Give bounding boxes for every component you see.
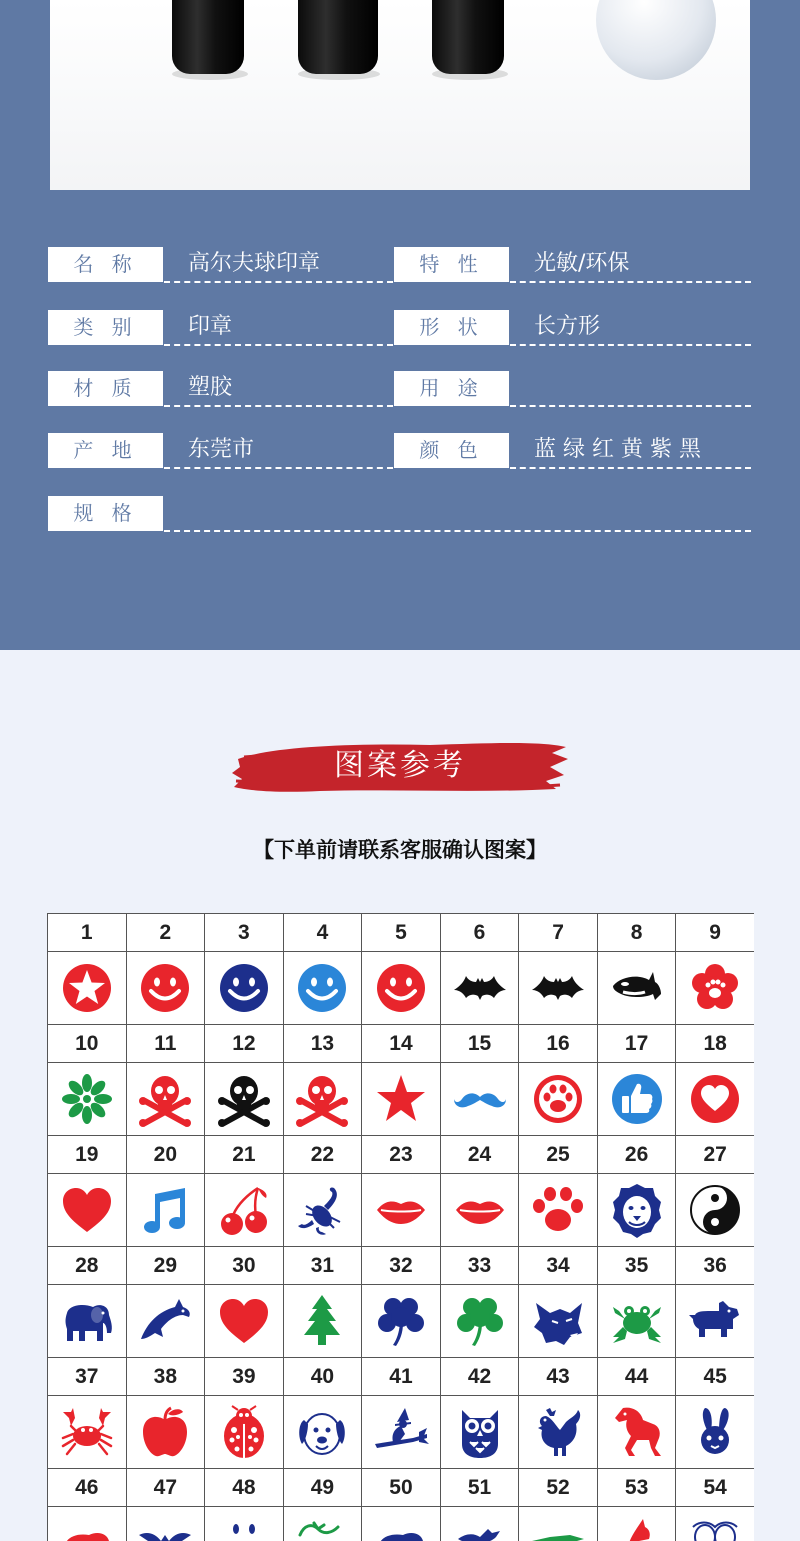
animal-icon <box>362 1515 440 1541</box>
mustache-icon <box>441 1071 519 1127</box>
pattern-table <box>47 913 754 1541</box>
product-photo <box>50 0 750 190</box>
spec-item <box>48 433 393 470</box>
pattern-cell <box>597 1285 676 1358</box>
witch-icon <box>362 1404 440 1460</box>
star-circle-icon <box>48 960 126 1016</box>
spec-label: 规 格 <box>48 496 163 531</box>
pattern-number: 7 <box>519 914 598 952</box>
pattern-number: 33 <box>440 1247 519 1285</box>
pattern-cell <box>48 952 127 1025</box>
frog-icon <box>598 1293 676 1349</box>
pattern-cell <box>597 952 676 1025</box>
pattern-number: 54 <box>676 1469 754 1507</box>
spec-label: 材 质 <box>48 371 163 406</box>
animal-icon <box>48 1515 126 1541</box>
pattern-cell <box>440 1285 519 1358</box>
clover-icon <box>441 1293 519 1349</box>
pattern-number: 41 <box>362 1358 441 1396</box>
pattern-number: 16 <box>519 1025 598 1063</box>
pattern-cell <box>440 952 519 1025</box>
heart-circle-icon <box>676 1071 754 1127</box>
pattern-number: 43 <box>519 1358 598 1396</box>
pattern-number-row <box>48 1025 755 1063</box>
spec-row <box>48 433 751 470</box>
pattern-number: 37 <box>48 1358 127 1396</box>
spec-item <box>394 310 751 347</box>
spec-value: 长方形 <box>534 314 601 339</box>
lion-icon <box>598 1182 676 1238</box>
pattern-number: 19 <box>48 1136 127 1174</box>
spec-value: 东莞市 <box>188 437 255 462</box>
pattern-cell <box>676 1063 754 1136</box>
pattern-number: 11 <box>126 1025 205 1063</box>
pattern-cell <box>205 1063 284 1136</box>
pattern-cell <box>597 1396 676 1469</box>
clover-icon <box>362 1293 440 1349</box>
pattern-cell <box>362 1285 441 1358</box>
bat-icon <box>519 960 597 1016</box>
pattern-cell <box>283 1063 362 1136</box>
spec-label: 颜 色 <box>394 433 509 468</box>
pattern-number-row <box>48 1247 755 1285</box>
star-icon <box>362 1071 440 1127</box>
skull-crossbones-icon <box>205 1071 283 1127</box>
spec-value: 光敏/环保 <box>534 251 630 276</box>
pattern-number: 42 <box>440 1358 519 1396</box>
pattern-number: 22 <box>283 1136 362 1174</box>
spec-label: 用 途 <box>394 371 509 406</box>
pattern-cell <box>283 1507 362 1541</box>
owl-icon <box>441 1404 519 1460</box>
stamp-image <box>298 0 378 74</box>
pattern-cell <box>205 1174 284 1247</box>
pattern-cell <box>362 1174 441 1247</box>
bat-icon <box>441 960 519 1016</box>
dolphin-icon <box>127 1293 205 1349</box>
eagle-icon <box>127 1515 205 1541</box>
spec-row <box>48 496 751 533</box>
section-subtitle: 【下单前请联系客服确认图案】 <box>253 838 547 862</box>
thumbs-up-icon <box>598 1071 676 1127</box>
pattern-cell <box>440 1063 519 1136</box>
pattern-cell <box>519 1063 598 1136</box>
pattern-number: 48 <box>205 1469 284 1507</box>
spec-value: 印章 <box>188 314 233 339</box>
pattern-number: 27 <box>676 1136 754 1174</box>
pattern-number: 40 <box>283 1358 362 1396</box>
pattern-cell <box>205 1285 284 1358</box>
pattern-number: 36 <box>676 1247 754 1285</box>
yin-yang-icon <box>676 1182 754 1238</box>
pattern-cell <box>676 1174 754 1247</box>
paw-icon <box>519 1182 597 1238</box>
lips-icon <box>362 1182 440 1238</box>
pattern-number-row <box>48 1469 755 1507</box>
pattern-cell <box>126 1063 205 1136</box>
pattern-cell <box>597 1507 676 1541</box>
pattern-icon-row <box>48 1063 755 1136</box>
pattern-number: 6 <box>440 914 519 952</box>
paw-circle-icon <box>519 1071 597 1127</box>
pattern-number-row <box>48 1136 755 1174</box>
pattern-number: 17 <box>597 1025 676 1063</box>
lips-icon <box>441 1182 519 1238</box>
pattern-number: 49 <box>283 1469 362 1507</box>
pattern-cell <box>283 952 362 1025</box>
pattern-cell <box>519 1396 598 1469</box>
pattern-number: 20 <box>126 1136 205 1174</box>
pattern-icon-row <box>48 952 755 1025</box>
rooster-icon <box>519 1404 597 1460</box>
pattern-cell <box>283 1174 362 1247</box>
pattern-cell <box>676 1396 754 1469</box>
pattern-number-row <box>48 1358 755 1396</box>
dashed-divider <box>510 467 751 469</box>
pattern-number: 13 <box>283 1025 362 1063</box>
pattern-cell <box>519 1285 598 1358</box>
spec-value: 蓝 绿 红 黄 紫 黑 <box>534 437 701 462</box>
pattern-number: 23 <box>362 1136 441 1174</box>
spec-label: 类 别 <box>48 310 163 345</box>
pattern-number: 51 <box>440 1469 519 1507</box>
pattern-number: 25 <box>519 1136 598 1174</box>
dashed-divider <box>164 530 751 532</box>
golf-ball-image <box>596 0 716 80</box>
pattern-number: 45 <box>676 1358 754 1396</box>
apple-icon <box>127 1404 205 1460</box>
pattern-number: 38 <box>126 1358 205 1396</box>
spec-item <box>394 247 751 284</box>
dashed-divider <box>164 281 393 283</box>
skull-crossbones-icon <box>284 1071 362 1127</box>
dashed-divider <box>164 344 393 346</box>
pattern-cell <box>205 952 284 1025</box>
cherries-icon <box>205 1182 283 1238</box>
pattern-cell <box>205 1396 284 1469</box>
face-icon <box>205 1515 283 1541</box>
pattern-cell <box>126 1174 205 1247</box>
crocodile-icon <box>519 1515 597 1541</box>
pattern-cell <box>519 952 598 1025</box>
spec-item <box>48 496 751 533</box>
pattern-number: 1 <box>48 914 127 952</box>
smiley-icon <box>284 960 362 1016</box>
pattern-number: 52 <box>519 1469 598 1507</box>
pattern-number: 18 <box>676 1025 754 1063</box>
pattern-number: 35 <box>597 1247 676 1285</box>
pattern-cell <box>283 1396 362 1469</box>
pattern-grid <box>47 913 754 1541</box>
pattern-cell <box>362 952 441 1025</box>
pattern-cell <box>676 952 754 1025</box>
dashed-divider <box>510 281 751 283</box>
section-title: 图案参考 <box>334 748 466 783</box>
pattern-cell <box>440 1396 519 1469</box>
bird-icon <box>441 1515 519 1541</box>
spec-item <box>394 371 751 408</box>
pattern-cell <box>48 1285 127 1358</box>
spec-label: 名 称 <box>48 247 163 282</box>
pattern-cell <box>519 1174 598 1247</box>
puppy-face-icon <box>284 1404 362 1460</box>
pattern-number: 14 <box>362 1025 441 1063</box>
pattern-cell <box>362 1396 441 1469</box>
pattern-number: 50 <box>362 1469 441 1507</box>
cat-icon <box>598 1515 676 1541</box>
dashed-divider <box>510 344 751 346</box>
spec-label: 形 状 <box>394 310 509 345</box>
pattern-number: 32 <box>362 1247 441 1285</box>
pattern-icon-row <box>48 1285 755 1358</box>
pattern-number: 30 <box>205 1247 284 1285</box>
pattern-cell <box>597 1063 676 1136</box>
smiley-icon <box>362 960 440 1016</box>
pattern-number: 31 <box>283 1247 362 1285</box>
spec-value: 塑胶 <box>188 375 233 400</box>
pattern-cell <box>205 1507 284 1541</box>
pattern-cell <box>676 1285 754 1358</box>
stamp-image <box>172 0 244 74</box>
pattern-number: 39 <box>205 1358 284 1396</box>
pattern-number: 46 <box>48 1469 127 1507</box>
spec-item <box>48 371 393 408</box>
smiley-icon <box>205 960 283 1016</box>
dashed-divider <box>510 405 751 407</box>
pattern-number-row <box>48 914 755 952</box>
pattern-number: 26 <box>597 1136 676 1174</box>
pattern-number: 3 <box>205 914 284 952</box>
orca-icon <box>598 960 676 1016</box>
pattern-number: 8 <box>597 914 676 952</box>
rabbit-icon <box>676 1404 754 1460</box>
spec-item <box>48 247 393 284</box>
pattern-number: 29 <box>126 1247 205 1285</box>
smiley-icon <box>127 960 205 1016</box>
crab-icon <box>48 1404 126 1460</box>
pattern-number: 9 <box>676 914 754 952</box>
pattern-cell <box>597 1174 676 1247</box>
pattern-number: 53 <box>597 1469 676 1507</box>
pattern-icon-row <box>48 1507 755 1541</box>
heart-icon <box>205 1293 283 1349</box>
stamp-image <box>432 0 504 74</box>
horse-icon <box>598 1404 676 1460</box>
section-title-banner <box>230 737 570 795</box>
spec-value: 高尔夫球印章 <box>188 251 321 276</box>
eyes-icon <box>676 1515 754 1541</box>
pattern-cell <box>440 1507 519 1541</box>
pattern-number: 10 <box>48 1025 127 1063</box>
pattern-cell <box>283 1285 362 1358</box>
pattern-cell <box>676 1507 754 1541</box>
elephant-icon <box>48 1293 126 1349</box>
pattern-number: 4 <box>283 914 362 952</box>
pattern-cell <box>126 952 205 1025</box>
pattern-cell <box>48 1507 127 1541</box>
pattern-number: 12 <box>205 1025 284 1063</box>
music-note-icon <box>127 1182 205 1238</box>
product-spec-section <box>0 0 800 650</box>
pattern-cell <box>48 1396 127 1469</box>
pattern-cell <box>126 1396 205 1469</box>
ladybug-icon <box>205 1404 283 1460</box>
flower-paw-icon <box>676 960 754 1016</box>
pattern-cell <box>362 1063 441 1136</box>
pattern-number: 47 <box>126 1469 205 1507</box>
pattern-cell <box>126 1285 205 1358</box>
heart-icon <box>48 1182 126 1238</box>
gecko-icon <box>284 1515 362 1541</box>
spec-item <box>394 433 751 470</box>
pattern-icon-row <box>48 1396 755 1469</box>
skull-crossbones-icon <box>127 1071 205 1127</box>
spec-label: 产 地 <box>48 433 163 468</box>
scorpion-icon <box>284 1182 362 1238</box>
spec-label: 特 性 <box>394 247 509 282</box>
pattern-number: 2 <box>126 914 205 952</box>
spec-row <box>48 310 751 347</box>
pattern-number: 28 <box>48 1247 127 1285</box>
pattern-cell <box>519 1507 598 1541</box>
tree-icon <box>284 1293 362 1349</box>
pattern-icon-row <box>48 1174 755 1247</box>
dashed-divider <box>164 467 393 469</box>
spec-item <box>48 310 393 347</box>
pattern-cell <box>362 1507 441 1541</box>
pattern-number: 5 <box>362 914 441 952</box>
pattern-cell <box>126 1507 205 1541</box>
pattern-number: 15 <box>440 1025 519 1063</box>
wolf-icon <box>519 1293 597 1349</box>
spec-row <box>48 371 751 408</box>
pattern-number: 24 <box>440 1136 519 1174</box>
dashed-divider <box>164 405 393 407</box>
pattern-cell <box>440 1174 519 1247</box>
pattern-number: 44 <box>597 1358 676 1396</box>
pattern-number: 21 <box>205 1136 284 1174</box>
spec-row <box>48 247 751 284</box>
dog-icon <box>676 1293 754 1349</box>
flower-icon <box>48 1071 126 1127</box>
pattern-cell <box>48 1063 127 1136</box>
pattern-cell <box>48 1174 127 1247</box>
pattern-number: 34 <box>519 1247 598 1285</box>
